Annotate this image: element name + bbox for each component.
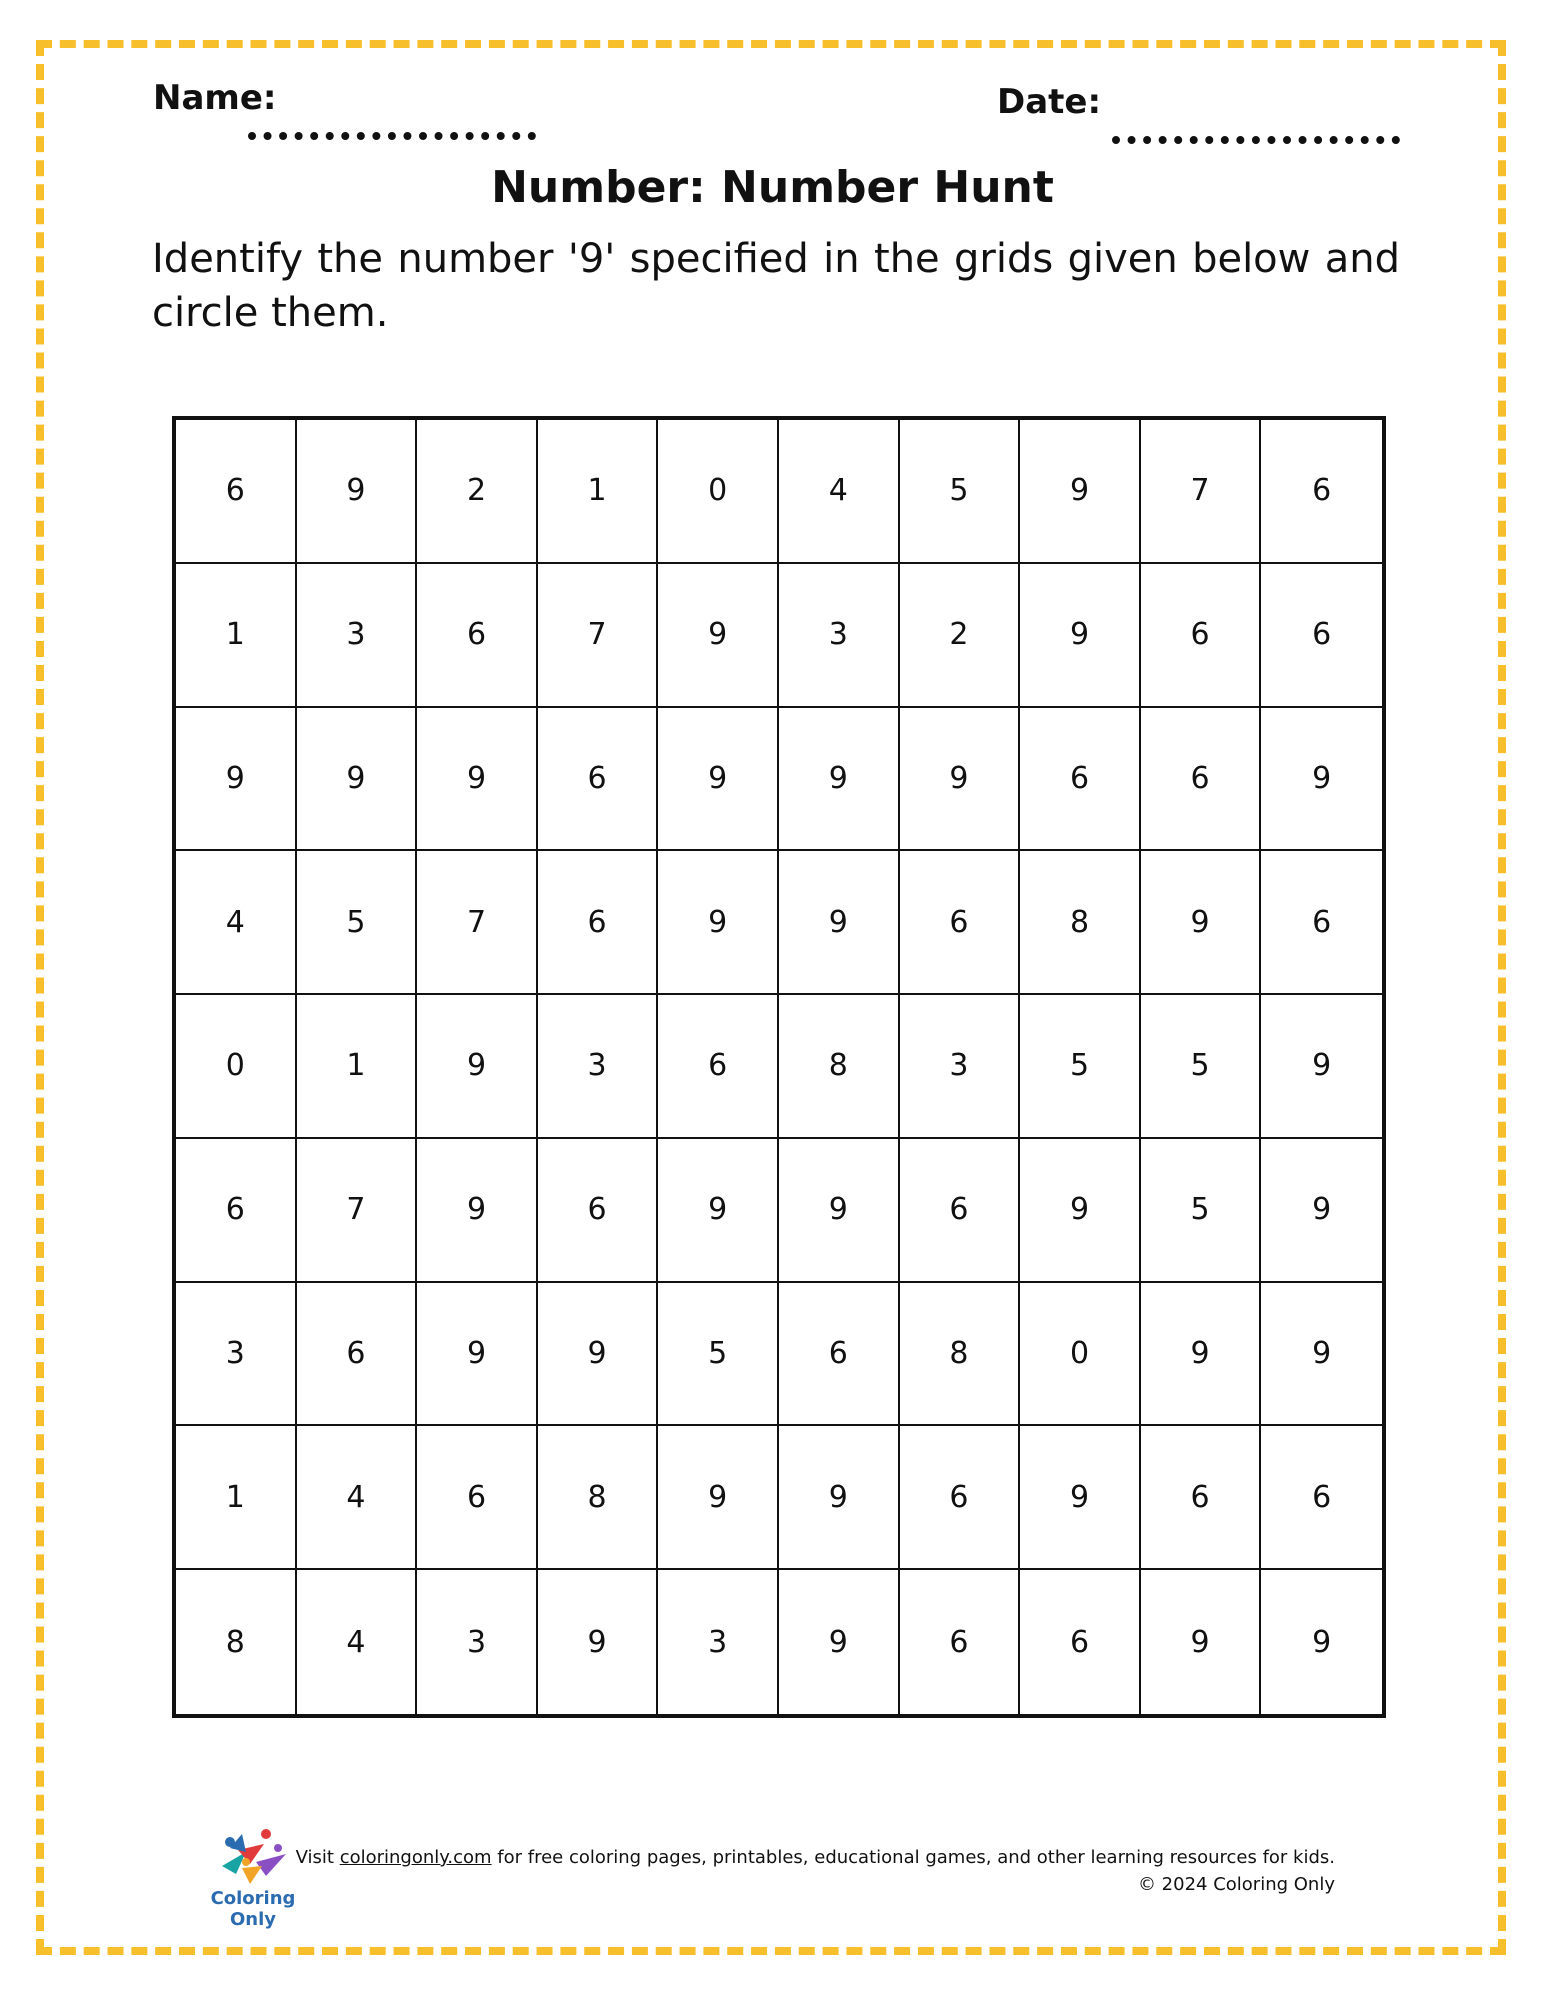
grid-cell[interactable]: 5 <box>1020 995 1141 1139</box>
star-people-logo-icon <box>216 1822 292 1888</box>
grid-cell[interactable]: 1 <box>176 564 297 708</box>
grid-cell[interactable]: 6 <box>779 1283 900 1427</box>
grid-cell[interactable]: 9 <box>417 1283 538 1427</box>
date-field[interactable] <box>1112 136 1400 144</box>
name-field[interactable] <box>248 132 536 140</box>
grid-cell[interactable]: 9 <box>779 1570 900 1714</box>
worksheet-title: Number: Number Hunt <box>491 162 1054 213</box>
grid-cell[interactable]: 0 <box>176 995 297 1139</box>
grid-cell[interactable]: 6 <box>900 851 1021 995</box>
grid-cell[interactable]: 9 <box>417 708 538 852</box>
footer <box>296 1844 1335 1898</box>
grid-cell[interactable]: 5 <box>900 420 1021 564</box>
grid-cell[interactable]: 9 <box>538 1283 659 1427</box>
grid-cell[interactable]: 9 <box>176 708 297 852</box>
grid-cell[interactable]: 9 <box>1261 995 1382 1139</box>
grid-cell[interactable]: 6 <box>658 995 779 1139</box>
grid-cell[interactable]: 9 <box>779 1426 900 1570</box>
grid-cell[interactable]: 6 <box>900 1426 1021 1570</box>
grid-cell[interactable]: 9 <box>538 1570 659 1714</box>
grid-cell[interactable]: 9 <box>297 708 418 852</box>
footer-visit-prefix: Visit <box>295 1847 340 1868</box>
grid-cell[interactable]: 3 <box>779 564 900 708</box>
grid-cell[interactable]: 4 <box>779 420 900 564</box>
grid-cell[interactable]: 6 <box>1261 420 1382 564</box>
footer-visit-suffix: for free coloring pages, printables, educational games, and other learning resources for kids. <box>491 1847 1335 1868</box>
grid-cell[interactable]: 4 <box>297 1426 418 1570</box>
grid-cell[interactable]: 9 <box>1312 1624 1332 1660</box>
grid-cell[interactable]: 7 <box>1141 420 1262 564</box>
name-label: Name: <box>153 78 277 118</box>
logo-text: Coloring Only <box>210 1888 296 1930</box>
grid-cell[interactable]: 6 <box>297 1283 418 1427</box>
grid-cell[interactable]: 9 <box>1261 708 1382 852</box>
grid-cell[interactable]: 6 <box>417 1426 538 1570</box>
grid-cell[interactable]: 0 <box>658 420 779 564</box>
instructions: Identify the number '9' specified in the grids given below and circle them. <box>152 236 1400 336</box>
grid-cell[interactable]: 9 <box>1020 1426 1141 1570</box>
grid-cell[interactable]: 1 <box>297 995 418 1139</box>
grid-cell[interactable]: 6 <box>900 1139 1021 1283</box>
grid-cell[interactable]: 9 <box>1020 564 1141 708</box>
grid-cell[interactable]: 6 <box>417 564 538 708</box>
grid-cell[interactable]: 6 <box>176 420 297 564</box>
grid-cell[interactable]: 3 <box>297 564 418 708</box>
grid-cell[interactable]: 6 <box>1141 1426 1262 1570</box>
grid-cell[interactable]: 8 <box>779 995 900 1139</box>
grid-cell[interactable]: 6 <box>900 1570 1021 1714</box>
grid-cell[interactable]: 9 <box>1020 420 1141 564</box>
grid-cell[interactable]: 9 <box>417 1139 538 1283</box>
grid-cell[interactable]: 9 <box>417 995 538 1139</box>
grid-cell[interactable]: 6 <box>538 851 659 995</box>
grid-cell[interactable]: 2 <box>900 564 1021 708</box>
date-label: Date: <box>997 82 1102 122</box>
grid-cell[interactable]: 9 <box>779 708 900 852</box>
grid-cell[interactable]: 3 <box>900 995 1021 1139</box>
grid-cell[interactable]: 2 <box>417 420 538 564</box>
grid-cell[interactable]: 9 <box>1020 1139 1141 1283</box>
grid-cell[interactable]: 1 <box>538 420 659 564</box>
grid-cell[interactable]: 6 <box>1020 1570 1141 1714</box>
grid-cell[interactable]: 6 <box>1261 851 1382 995</box>
grid-cell[interactable]: 8 <box>538 1426 659 1570</box>
grid-cell[interactable]: 3 <box>176 1283 297 1427</box>
grid-cell[interactable]: 9 <box>779 1139 900 1283</box>
grid-cell[interactable]: 4 <box>297 1570 418 1714</box>
grid-cell[interactable]: 3 <box>658 1570 779 1714</box>
grid-cell[interactable]: 6 <box>1261 564 1382 708</box>
grid-cell[interactable]: 9 <box>658 1139 779 1283</box>
grid-cell[interactable]: 8 <box>900 1283 1021 1427</box>
grid-cell[interactable]: 4 <box>176 851 297 995</box>
grid-cell[interactable]: 9 <box>1141 1570 1262 1714</box>
grid-cell[interactable]: 6 <box>1141 708 1262 852</box>
grid-cell[interactable]: 5 <box>1141 1139 1262 1283</box>
grid-cell[interactable]: 9 <box>658 1426 779 1570</box>
grid-cell[interactable]: 9 <box>779 851 900 995</box>
grid-cell[interactable]: 5 <box>658 1283 779 1427</box>
coloringonly-link[interactable]: coloringonly.com <box>339 1847 492 1868</box>
grid-cell[interactable]: 6 <box>538 1139 659 1283</box>
grid-cell[interactable]: 1 <box>176 1426 297 1570</box>
grid-cell[interactable]: 8 <box>176 1570 297 1714</box>
grid-cell[interactable]: 6 <box>1141 564 1262 708</box>
grid-cell[interactable]: 8 <box>1020 851 1141 995</box>
grid-cell[interactable]: 9 <box>658 708 779 852</box>
grid-cell[interactable]: 6 <box>538 708 659 852</box>
grid-cell[interactable]: 6 <box>1261 1426 1382 1570</box>
grid-cell[interactable]: 9 <box>1141 1283 1262 1427</box>
grid-cell[interactable]: 7 <box>417 851 538 995</box>
grid-cell[interactable]: 9 <box>1261 1139 1382 1283</box>
grid-cell[interactable]: 6 <box>1020 708 1141 852</box>
grid-cell[interactable]: 7 <box>297 1139 418 1283</box>
number-grid <box>172 416 1386 1718</box>
grid-cell[interactable]: 6 <box>176 1139 297 1283</box>
grid-cell[interactable]: 9 <box>1141 851 1262 995</box>
grid-cell[interactable]: 9 <box>658 564 779 708</box>
grid-cell[interactable]: 9 <box>900 708 1021 852</box>
grid-cell[interactable]: 7 <box>538 564 659 708</box>
footer-visit-line <box>296 1844 1335 1871</box>
copyright: © 2024 Coloring Only <box>1137 1874 1335 1895</box>
grid-cell[interactable]: 3 <box>538 995 659 1139</box>
grid-cell[interactable]: 9 <box>297 420 418 564</box>
grid-cell[interactable]: 9 <box>658 851 779 995</box>
grid-cell[interactable]: 5 <box>1141 995 1262 1139</box>
grid-cell[interactable]: 0 <box>1020 1283 1141 1427</box>
grid-cell[interactable]: 9 <box>1261 1283 1382 1427</box>
grid-cell[interactable]: 5 <box>297 851 418 995</box>
grid-cell[interactable]: 3 <box>417 1570 538 1714</box>
